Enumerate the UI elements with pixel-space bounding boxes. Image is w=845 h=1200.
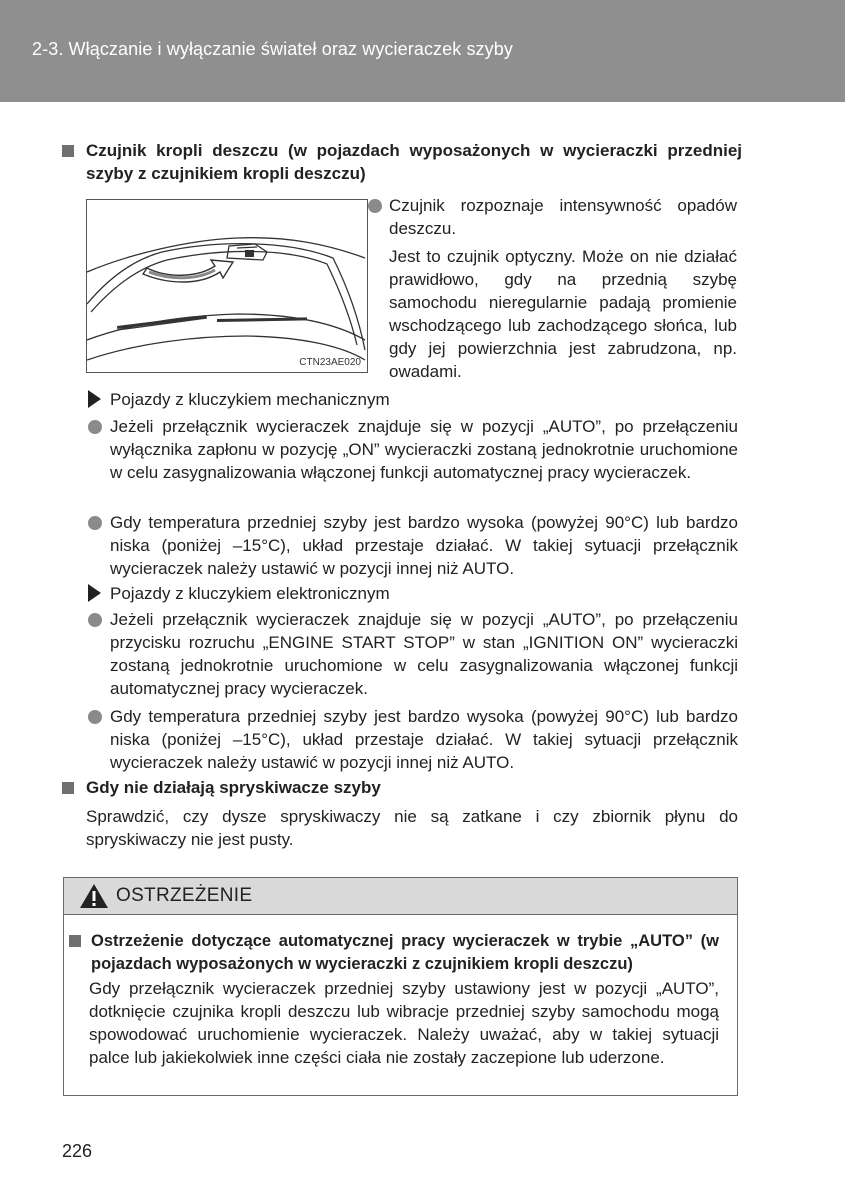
list-item: Gdy temperatura przedniej szyby jest bardzo wysoka (powyżej 90°C) lub bardzo niska (poniżej –15°C), układ przestaje działać. W takiej sytuacji przełącznik wycieraczek należy ustawić w pozycji innej niż AUTO. xyxy=(110,707,738,772)
bullet-icon xyxy=(88,420,102,434)
figure-code: CTN23AE020 xyxy=(299,357,361,368)
bullet-icon xyxy=(88,613,102,627)
windshield-drawing xyxy=(87,200,367,372)
bullet-icon xyxy=(88,710,102,724)
bullet-icon xyxy=(88,516,102,530)
triangle-bullet-icon xyxy=(88,584,101,602)
warning-triangle-icon xyxy=(79,883,109,909)
sensor-description: Czujnik rozpoznaje intensywność opadów deszczu. xyxy=(389,196,737,238)
electronic-key-heading: Pojazdy z kluczykiem elektronicznym xyxy=(110,584,390,603)
warning-body: Gdy przełącznik wycieraczek przedniej szyby ustawiony jest w pozycji „AUTO”, dotknięcie czujnika kropli deszczu lub wibracje przedniej szyby samochodu mogą spowodować uruchomienie wycieraczek. Należy uważać, aby w takiej sytuacji palce lub jakiekolwiek inne części ciała nie zostały zaczepione lub uderzone. xyxy=(89,979,719,1067)
mechanical-key-heading: Pojazdy z kluczykiem mechanicznym xyxy=(110,390,390,409)
triangle-bullet-icon xyxy=(88,390,101,408)
page-number: 226 xyxy=(62,1141,93,1161)
windshield-illustration xyxy=(86,199,368,373)
list-item: Jeżeli przełącznik wycieraczek znajduje się w pozycji „AUTO”, po przełączeniu wyłącznika zapłonu w pozycję „ON” wycieraczki zostaną jednokrotnie uruchomione w celu zasygnalizowania włączonej funkcji automatycznej pracy wycieraczek. xyxy=(110,417,738,482)
bullet-icon xyxy=(368,199,382,213)
list-item: Jeżeli przełącznik wycieraczek znajduje się w pozycji „AUTO”, po przełączeniu przycisku rozruchu „ENGINE START STOP” w stan „IGNITION ON” wycieraczki zostaną jednokrotnie uruchomione w celu zasygnalizowania włączonej funkcji automatycznej pracy wycieraczek. xyxy=(110,610,738,698)
warning-title: OSTRZEŻENIE xyxy=(116,885,253,906)
warning-header xyxy=(64,878,737,915)
warning-box xyxy=(63,877,738,1096)
page-header xyxy=(0,0,845,102)
washer-heading: Gdy nie działają spryskiwacze szyby xyxy=(62,777,742,800)
rain-sensor-heading: Czujnik kropli deszczu (w pojazdach wyposażonych w wycieraczki przedniej szyby z czujnikiem kropli deszczu) xyxy=(62,140,742,185)
washer-body: Sprawdzić, czy dysze spryskiwaczy nie są zatkane i czy zbiornik płynu do spryskiwaczy nie jest pusty. xyxy=(86,807,738,849)
warning-subtitle: Ostrzeżenie dotyczące automatycznej pracy wycieraczek w trybie „AUTO” (w pojazdach wyposażonych w wycieraczki z czujnikiem kropli deszczu) xyxy=(69,930,719,975)
list-item: Gdy temperatura przedniej szyby jest bardzo wysoka (powyżej 90°C) lub bardzo niska (poniżej –15°C), układ przestaje działać. W takiej sytuacji przełącznik wycieraczek należy ustawić w pozycji innej niż AUTO. xyxy=(110,513,738,578)
sensor-note: Jest to czujnik optyczny. Może on nie działać prawidłowo, gdy na przednią szybę samochodu nieregularnie padają promienie wschodzącego lub zachodzącego słońca, lub gdy jej powierzchnia jest zabrudzona, np. owadami. xyxy=(389,247,737,381)
square-bullet-icon xyxy=(69,935,81,947)
chapter-title: 2-3. Włączanie i wyłączanie świateł oraz wycieraczek szyby xyxy=(32,39,513,59)
square-bullet-icon xyxy=(62,145,74,157)
square-bullet-icon xyxy=(62,782,74,794)
